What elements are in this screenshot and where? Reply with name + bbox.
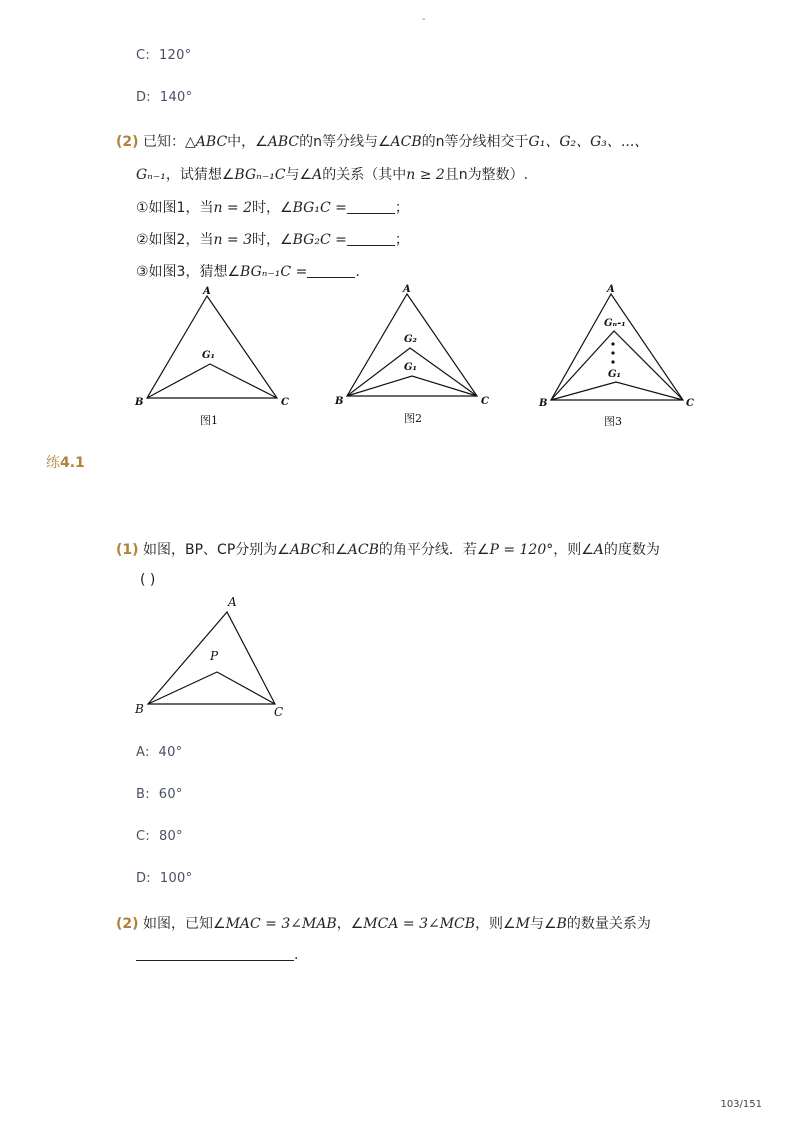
text: 如图，BP、CP分别为∠ [143,542,290,558]
text: ，试猜想∠ [165,167,235,183]
triangle-abc [147,296,277,398]
label-g1: G₁ [202,350,215,361]
text: 的度数为 [603,542,660,558]
figure-caption: 图1 [200,414,218,427]
option-c[interactable] [136,829,183,844]
math: n = 2 [213,200,253,216]
figure-caption: 图2 [404,412,422,425]
label-b: B [135,397,144,408]
math: BG₂C = [292,232,347,248]
q2-sub3 [136,261,360,281]
option-value: 60° [158,787,183,802]
text: 如图，已知∠ [143,916,226,932]
option-a[interactable] [136,745,182,760]
figure-3 [551,294,683,400]
option-value: 120° [158,48,192,63]
option-value: 80° [158,829,183,844]
label-a: A [607,284,615,295]
math: M [515,916,530,932]
answer-parentheses[interactable]: ( ) [140,572,156,588]
math: G₁、G₂、G₃、...、 [528,134,649,150]
math: ACB [347,542,379,558]
text: 的角平分线．若∠ [378,542,490,558]
label-gn-1: Gₙ-₁ [604,318,626,329]
label-c: C [281,397,289,408]
option-letter: D: [136,90,151,105]
q2-stem-line1 [116,131,648,151]
label-c: C [686,398,694,409]
text: 且n为整数）. [444,167,529,183]
label-c: C [481,396,489,407]
text: 的n等分线相交于 [421,134,529,150]
answer-blank[interactable] [136,946,294,961]
label-b: B [135,702,144,716]
question-number: (1) [116,542,139,558]
q2-sub1 [136,197,409,217]
answer-blank[interactable] [347,199,395,214]
option-letter: D: [136,871,151,886]
math: ACB [390,134,422,150]
text: ； [394,200,409,216]
label-b: B [539,398,548,409]
q2-figures [130,282,710,432]
p2-stem [116,913,651,933]
label-c: C [274,705,284,719]
text: 已知：△ [143,134,196,150]
text: 的数量关系为 [566,916,651,932]
text: 中，∠ [227,134,268,150]
math: BGₙ₋₁C = [240,264,308,280]
answer-blank[interactable] [347,231,395,246]
text: . [355,264,360,280]
text: 练 [46,455,60,471]
text: ③如图3，猜想∠ [136,264,241,280]
label-g2: G₂ [404,334,417,345]
math: Gₙ₋₁ [136,167,166,183]
text: 的关系（其中 [322,167,407,183]
option-value: 140° [159,90,193,105]
figure-1 [147,296,277,398]
math: A [593,542,604,558]
section-title [46,452,85,472]
text: ； [394,232,409,248]
math: BG₁C = [292,200,347,216]
option-b[interactable] [136,787,183,802]
math: ABC [195,134,228,150]
label-a: A [203,286,211,297]
label-a: A [228,595,237,609]
page-number: 103/151 [720,1099,762,1110]
page-top-mark: - [422,14,426,25]
label-a: A [403,284,411,295]
option-letter: B: [136,787,150,802]
text: ，∠ [336,916,364,932]
text: ，则∠ [475,916,516,932]
question-number: (2) [116,916,139,932]
label-b: B [335,396,344,407]
ellipsis-dots [611,342,614,363]
question-number: (2) [116,134,139,150]
text: 与∠ [285,167,313,183]
math: BGₙ₋₁C [234,167,286,183]
option-value: 40° [158,745,183,760]
figure-caption: 图3 [604,415,622,428]
math: P = 120° [489,542,554,558]
option-value: 100° [159,871,193,886]
p1-figure [130,592,290,722]
figure-2 [347,294,477,396]
math: n = 3 [213,232,253,248]
answer-blank[interactable] [307,263,355,278]
q2-stem-line2 [136,164,528,184]
text: 的n等分线与∠ [299,134,391,150]
text: . [294,947,299,963]
p1-stem [116,539,660,559]
text: ②如图2，当 [136,232,214,248]
math: MCA = 3∠MCB [363,916,476,932]
label-g1: G₁ [404,362,417,373]
q2-sub2 [136,229,409,249]
trisector-lower [347,376,477,396]
angle-bisectors [148,672,275,704]
label-p: P [210,649,219,663]
text: ，则∠ [553,542,594,558]
math: MAC = 3∠MAB [225,916,337,932]
text: 时，∠ [252,200,293,216]
math: A [312,167,323,183]
math: n ≥ 2 [406,167,445,183]
math: B [556,916,567,932]
text: 时，∠ [252,232,293,248]
p2-answer-line [136,946,298,963]
option-c-prev[interactable] [136,48,191,63]
triangle-abc [551,294,683,400]
text: 和∠ [321,542,348,558]
option-letter: C: [136,829,151,844]
option-d-prev[interactable] [136,90,192,105]
option-letter: A: [136,745,150,760]
text: 与∠ [529,916,557,932]
option-letter: C: [136,48,151,63]
label-g1: G₁ [608,369,621,380]
text: ①如图1，当 [136,200,214,216]
option-d[interactable] [136,871,192,886]
math: ABC [267,134,300,150]
math: ABC [289,542,322,558]
text: 4.1 [60,455,85,471]
n-sector-lower [551,382,683,400]
